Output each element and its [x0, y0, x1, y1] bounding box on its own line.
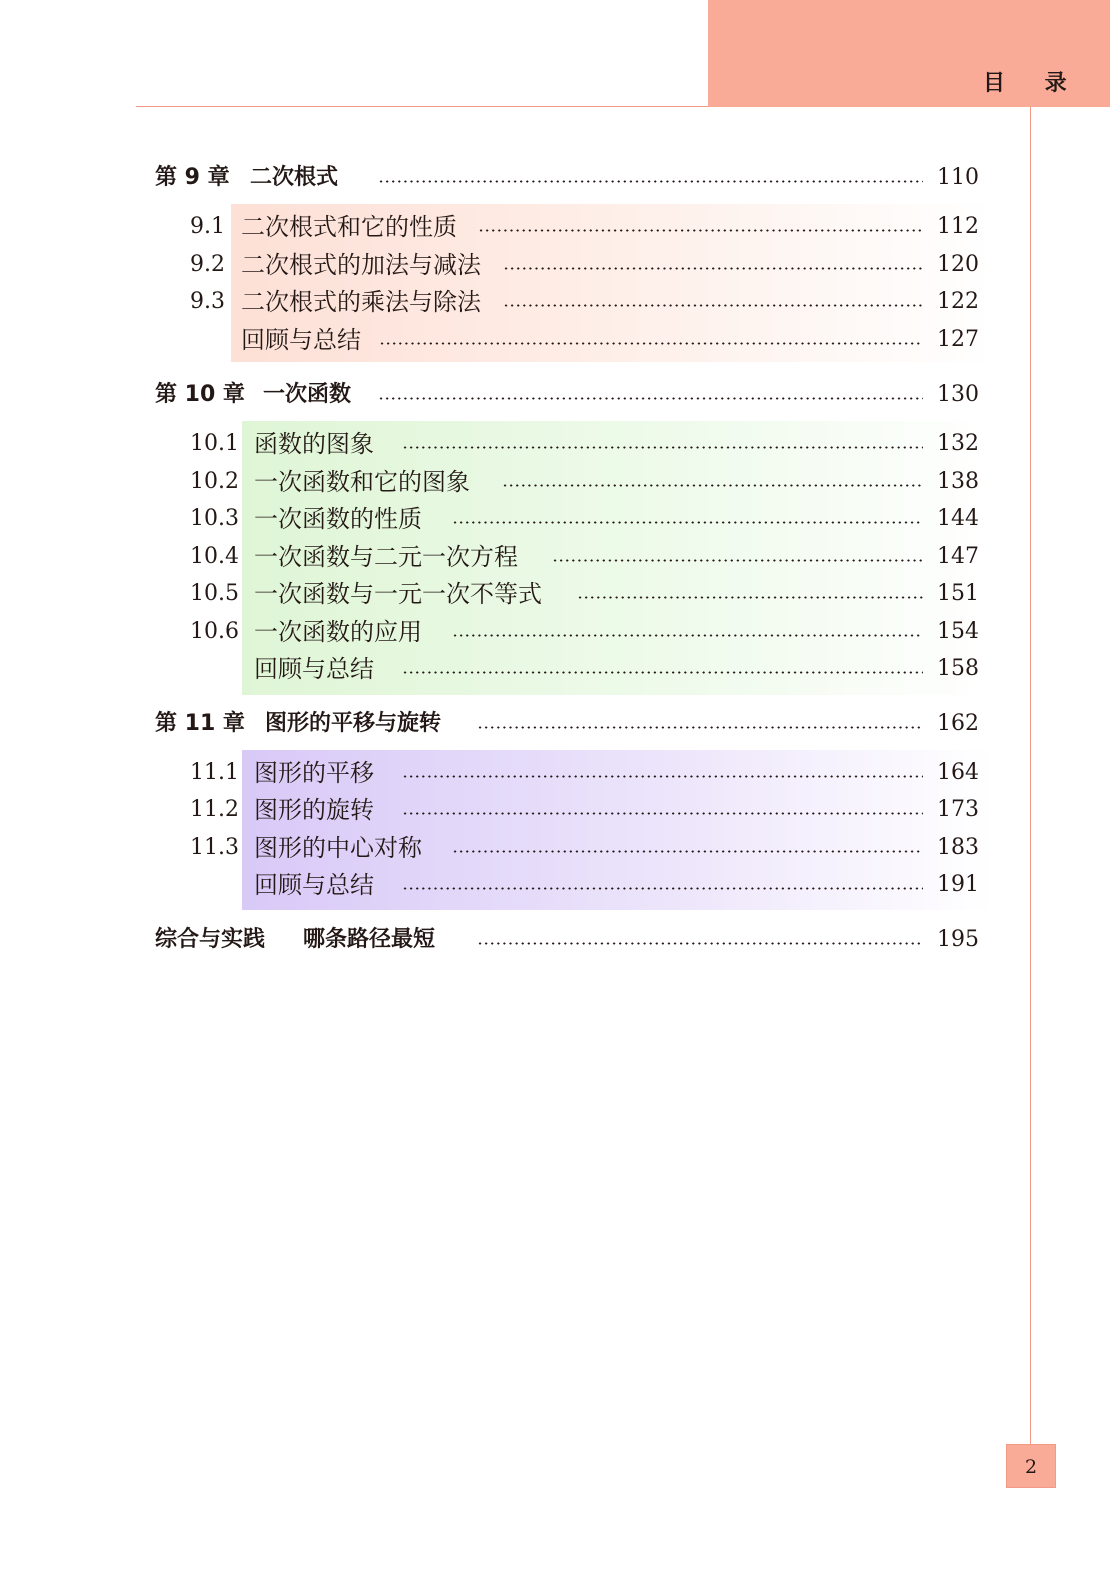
section-title: 回顾与总结	[254, 871, 374, 899]
dot-leader	[477, 726, 923, 729]
page-number: 164	[937, 760, 979, 785]
side-rule	[1030, 107, 1031, 1445]
page-number: 132	[937, 431, 979, 456]
section-number: 9.2	[190, 252, 225, 277]
dot-leader	[402, 775, 923, 778]
section-title: 函数的图象	[254, 430, 374, 458]
section-number: 10.6	[190, 619, 239, 644]
section-title: 回顾与总结	[254, 655, 374, 683]
section-number: 11.3	[190, 835, 239, 860]
section-title: 一次函数与一元一次不等式	[254, 580, 542, 608]
page-number: 147	[937, 544, 979, 569]
practice-title: 哪条路径最短	[303, 927, 436, 952]
page-number: 154	[937, 619, 979, 644]
dot-leader	[379, 342, 923, 345]
section-title: 二次根式的加法与减法	[241, 251, 481, 279]
section-title: 一次函数的应用	[254, 618, 422, 646]
chapter-title: 图形的平移与旋转	[265, 711, 442, 736]
dot-leader	[478, 229, 923, 232]
dot-leader	[577, 596, 923, 599]
practice-label: 综合与实践	[155, 927, 266, 952]
chapter-label: 第 11 章	[155, 711, 245, 736]
chapter-label: 第 9 章	[155, 165, 230, 190]
dot-leader	[402, 812, 923, 815]
footer-page-number: 2	[1024, 1456, 1038, 1478]
chapter-label: 第 10 章	[155, 382, 245, 407]
page-number: 151	[937, 581, 979, 606]
section-number: 9.1	[190, 214, 225, 239]
section-number: 10.3	[190, 506, 239, 531]
section-title: 回顾与总结	[241, 326, 361, 354]
section-title: 图形的旋转	[254, 796, 374, 824]
section-title: 图形的平移	[254, 759, 374, 787]
dot-leader	[503, 304, 923, 307]
section-number: 10.2	[190, 469, 239, 494]
page-number: 183	[937, 835, 979, 860]
page-number: 195	[937, 927, 979, 952]
section-number: 10.4	[190, 544, 239, 569]
page-title: 目 录	[983, 71, 1083, 96]
page-number: 130	[937, 382, 979, 407]
page-number: 120	[937, 252, 979, 277]
dot-leader	[452, 634, 923, 637]
page-number: 122	[937, 289, 979, 314]
section-title: 一次函数与二元一次方程	[254, 543, 518, 571]
section-title: 一次函数和它的图象	[254, 468, 470, 496]
dot-leader	[402, 671, 923, 674]
page-number: 144	[937, 506, 979, 531]
section-number: 11.1	[190, 760, 239, 785]
dot-leader	[378, 180, 923, 183]
dot-leader	[402, 887, 923, 890]
dot-leader	[402, 446, 923, 449]
page-number: 138	[937, 469, 979, 494]
section-number: 9.3	[190, 289, 225, 314]
header-rule	[136, 106, 708, 107]
page-number: 173	[937, 797, 979, 822]
page-number: 112	[937, 214, 979, 239]
chapter-title: 二次根式	[250, 165, 339, 190]
page-number: 127	[937, 327, 979, 352]
dot-leader	[502, 484, 923, 487]
section-title: 二次根式的乘法与除法	[241, 288, 481, 316]
section-number: 10.5	[190, 581, 239, 606]
dot-leader	[552, 559, 923, 562]
dot-leader	[452, 850, 923, 853]
dot-leader	[452, 521, 923, 524]
page-number: 162	[937, 711, 979, 736]
dot-leader	[378, 397, 923, 400]
dot-leader	[477, 942, 923, 945]
section-title: 二次根式和它的性质	[241, 213, 457, 241]
page-number: 110	[937, 165, 979, 190]
page-number: 158	[937, 656, 979, 681]
dot-leader	[503, 267, 923, 270]
section-number: 10.1	[190, 431, 239, 456]
section-title: 一次函数的性质	[254, 505, 422, 533]
section-number: 11.2	[190, 797, 239, 822]
section-title: 图形的中心对称	[254, 834, 422, 862]
chapter-title: 一次函数	[263, 382, 352, 407]
page-number: 191	[937, 872, 979, 897]
